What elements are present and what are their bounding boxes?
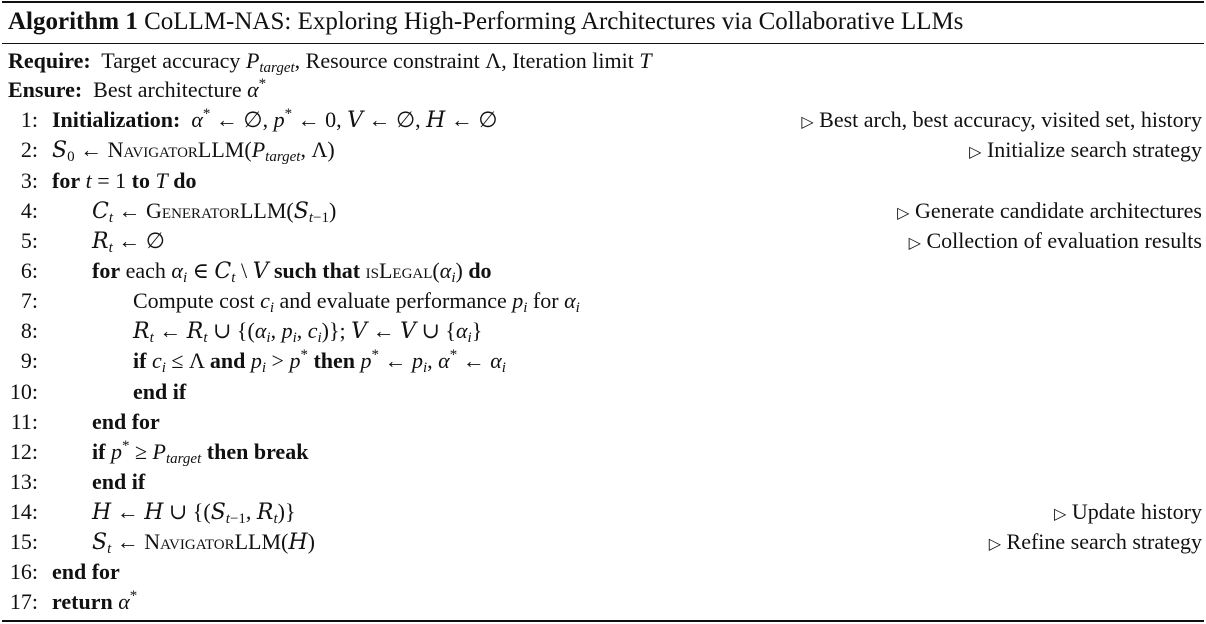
comment-triangle-icon: ▷: [897, 205, 910, 222]
line-number: 9:: [20, 348, 38, 373]
comment-triangle-icon: ▷: [969, 144, 982, 161]
line-number: 1:: [20, 107, 38, 132]
algorithm-line-17: 17: return α*: [0, 587, 1206, 617]
bottom-rule: [2, 620, 1204, 622]
algorithm-title: CoLLM-NAS: Exploring High-Performing Architectures via Collaborative LLMs: [144, 8, 964, 35]
line-number: 4:: [20, 198, 38, 223]
line-number: 17:: [9, 589, 38, 614]
algorithm-line-2: 2: $S_0$ ← $NavigatorLLM(P_{target}$, Λ) ▷ Initialize search strategy: [0, 135, 1206, 165]
algorithm-line-16: 16: end for: [0, 557, 1206, 587]
line-comment: ▷ Update history: [1054, 499, 1202, 524]
comment-triangle-icon: ▷: [908, 235, 921, 252]
comment-triangle-icon: ▷: [988, 536, 1002, 553]
algorithm-caption: [8, 4, 963, 40]
require-keyword: Require:: [8, 48, 91, 73]
line-number: 12:: [9, 439, 38, 464]
algorithm-line-11: 11: end for: [0, 407, 1206, 437]
comment-triangle-icon: ▷: [1054, 506, 1067, 523]
algorithm-line-5: 5: $R_t$ ← ∅ ▷ Collection of evaluation results: [0, 226, 1206, 256]
algorithm-line-10: 10: end if: [0, 377, 1206, 407]
algorithm-line-15: 15: $S_t$ ← NavigatorLLM(H) ▷ Refine search strategy: [0, 527, 1206, 557]
line-number: 6:: [20, 258, 38, 283]
line-number: 13:: [9, 469, 38, 494]
line-comment: ▷ Generate candidate architectures: [897, 198, 1202, 223]
line-number: 5:: [20, 228, 38, 253]
algorithm-line-8: 8: $R_t$ ← $R_t$ ∪ {($\alpha_i$, $p_i$, $c_i$)}; V ← V ∪ $\{\alpha_i\}$: [20, 318, 483, 346]
algorithm-line-12: 12: if $p^* \ge P_{target}$ then break: [9, 438, 309, 467]
line-number: 8:: [20, 318, 38, 343]
algorithm-line-6: 6: for each $\alpha_i$ ∈ $C_t$ \ V such that $isLegal(\alpha_i)$ do: [20, 258, 492, 286]
ensure-line: Ensure: Best architecture α*: [8, 76, 267, 102]
algorithm-line-14: 14: H ← H ∪ {($S_{t-1}$, $R_t$)} ▷ Update history: [0, 497, 1206, 527]
line-number: 2:: [20, 137, 38, 162]
algorithm-line-3: 3: for t = 1 to T do: [0, 166, 1206, 196]
line-comment: ▷ Collection of evaluation results: [908, 228, 1202, 253]
algorithm-line-7: 7: Compute cost $c_i$ and evaluate performance $p_i$ for $\alpha_i$: [20, 288, 580, 316]
require-line: Require: Target accuracy $P_{target}$, Resource constraint Λ, Iteration limit T: [8, 48, 652, 76]
line-number: 16:: [9, 559, 38, 584]
line-number: 14:: [9, 499, 38, 524]
algorithm-label: Algorithm 1: [8, 8, 138, 35]
algorithm-line-1: 1: Initialization: α* ← ∅, p* ← 0, V ← ∅, H ← ∅ ▷ Best arch, best accuracy, visited set, history: [0, 105, 1206, 135]
algorithm-line-9: 9: if $c_i \le \Lambda$ and $p_i > p^*$ then p* ← $p_i$, α* ← $\alpha_i$: [20, 347, 506, 376]
caption-rule: [2, 43, 1204, 44]
line-number: 3:: [20, 168, 38, 193]
line-comment: ▷ Best arch, best accuracy, visited set, history: [801, 107, 1202, 132]
ensure-keyword: Ensure:: [8, 77, 83, 102]
top-rule: [2, 1, 1204, 3]
algorithm-line-13: 13: end if: [0, 467, 1206, 497]
comment-triangle-icon: ▷: [801, 114, 814, 131]
line-number: 11:: [10, 409, 38, 434]
line-number: 15:: [9, 529, 38, 554]
algorithm-line-4: 4: $C_t$ ← $GeneratorLLM(S_{t-1})$ ▷ Generate candidate architectures: [0, 196, 1206, 226]
line-number: 10:: [9, 379, 38, 404]
line-number: 7:: [20, 288, 38, 313]
line-comment: ▷ Refine search strategy: [988, 529, 1202, 554]
line-comment: ▷ Initialize search strategy: [969, 137, 1202, 162]
